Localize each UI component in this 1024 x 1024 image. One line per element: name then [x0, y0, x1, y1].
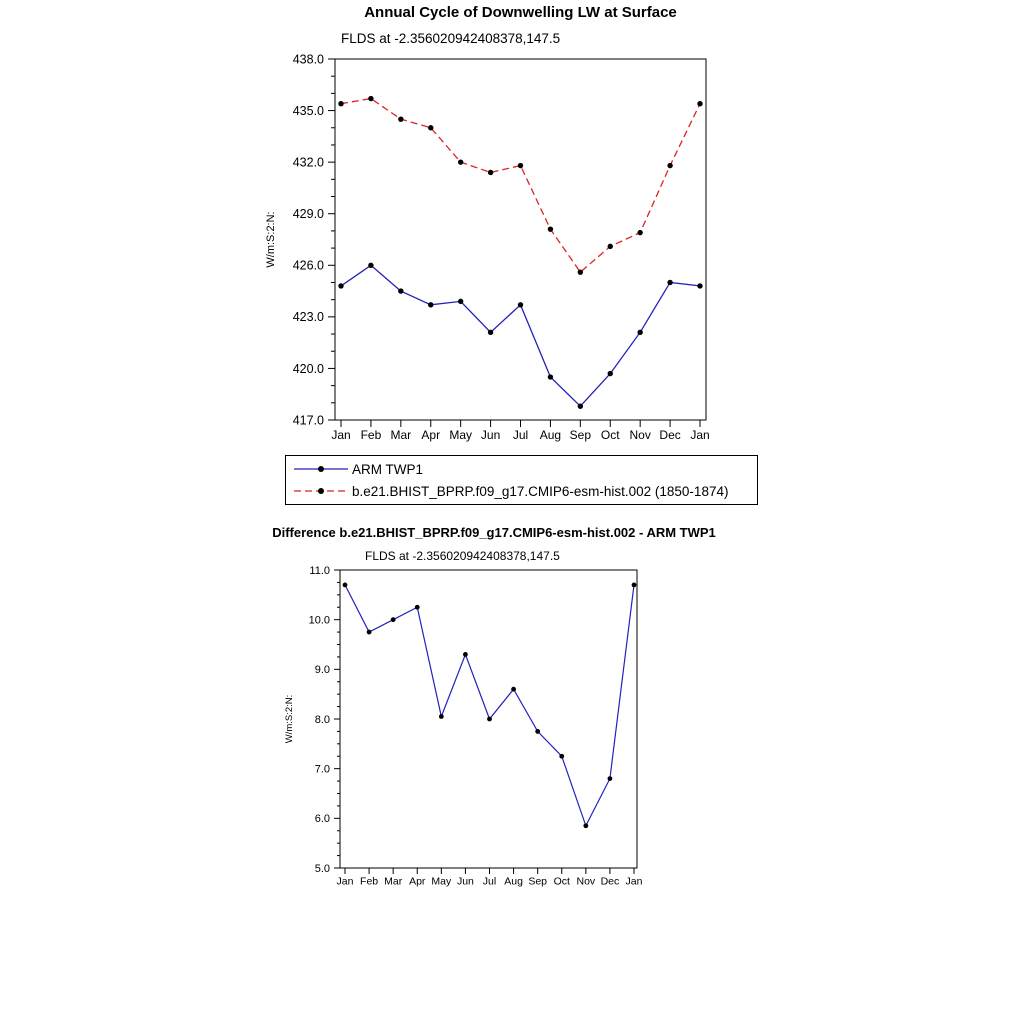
svg-text:420.0: 420.0 — [292, 361, 324, 376]
svg-text:Sep: Sep — [528, 875, 548, 888]
svg-text:Jun: Jun — [456, 875, 474, 888]
svg-text:Apr: Apr — [421, 428, 441, 442]
svg-text:417.0: 417.0 — [292, 413, 324, 428]
svg-text:438.0: 438.0 — [292, 52, 324, 67]
svg-text:Oct: Oct — [553, 875, 570, 888]
svg-text:Mar: Mar — [390, 428, 412, 442]
svg-text:8.0: 8.0 — [314, 713, 330, 726]
svg-text:Jun: Jun — [480, 428, 501, 442]
svg-text:Jan: Jan — [690, 428, 710, 442]
svg-text:Jan: Jan — [625, 875, 643, 888]
svg-text:7.0: 7.0 — [314, 763, 330, 776]
svg-text:Jul: Jul — [482, 875, 497, 888]
svg-text:423.0: 423.0 — [292, 310, 324, 325]
svg-text:Sep: Sep — [569, 428, 592, 442]
bottom-chart-title: Difference b.e21.BHIST_BPRP.f09_g17.CMIP6-esm-hist.002 - ARM TWP1 — [272, 525, 716, 540]
svg-text:May: May — [431, 875, 452, 888]
svg-text:9.0: 9.0 — [314, 664, 330, 677]
svg-text:W/m:S:2:N:: W/m:S:2:N: — [265, 211, 277, 268]
svg-text:Oct: Oct — [600, 428, 620, 442]
svg-text:432.0: 432.0 — [292, 155, 324, 170]
svg-text:Nov: Nov — [629, 428, 651, 442]
svg-text:Mar: Mar — [384, 875, 403, 888]
svg-text:5.0: 5.0 — [314, 862, 330, 875]
svg-text:Dec: Dec — [600, 875, 620, 888]
svg-text:10.0: 10.0 — [308, 614, 330, 627]
svg-text:Jul: Jul — [512, 428, 529, 442]
svg-text:May: May — [449, 428, 473, 442]
dashed-line-marker-sample-icon — [291, 483, 351, 499]
svg-text:Nov: Nov — [576, 875, 596, 888]
legend-item-arm-twp1 — [291, 458, 752, 480]
top-chart-title: Annual Cycle of Downwelling LW at Surface — [364, 4, 677, 21]
svg-text:Dec: Dec — [659, 428, 681, 442]
legend-item-model — [291, 480, 752, 502]
legend-label-model: b.e21.BHIST_BPRP.f09_g17.CMIP6-esm-hist.002 (1850-1874) — [352, 483, 729, 499]
svg-text:Feb: Feb — [360, 428, 382, 442]
legend — [285, 455, 758, 505]
svg-text:W/m:S:2:N:: W/m:S:2:N: — [284, 694, 295, 744]
solid-line-marker-sample-icon — [291, 461, 351, 477]
svg-text:Apr: Apr — [409, 875, 426, 888]
top-chart-subtitle: FLDS at -2.356020942408378,147.5 — [341, 31, 561, 46]
svg-text:11.0: 11.0 — [309, 564, 330, 577]
svg-text:435.0: 435.0 — [292, 103, 324, 118]
svg-text:429.0: 429.0 — [292, 207, 324, 222]
svg-text:Jan: Jan — [331, 428, 351, 442]
svg-text:Aug: Aug — [539, 428, 562, 442]
svg-text:Aug: Aug — [504, 875, 523, 888]
svg-text:6.0: 6.0 — [314, 813, 330, 826]
svg-text:Feb: Feb — [360, 875, 379, 888]
bottom-chart-subtitle: FLDS at -2.356020942408378,147.5 — [365, 549, 560, 563]
svg-text:426.0: 426.0 — [292, 258, 324, 273]
legend-label-arm-twp1: ARM TWP1 — [352, 461, 424, 477]
svg-text:Jan: Jan — [336, 875, 354, 888]
